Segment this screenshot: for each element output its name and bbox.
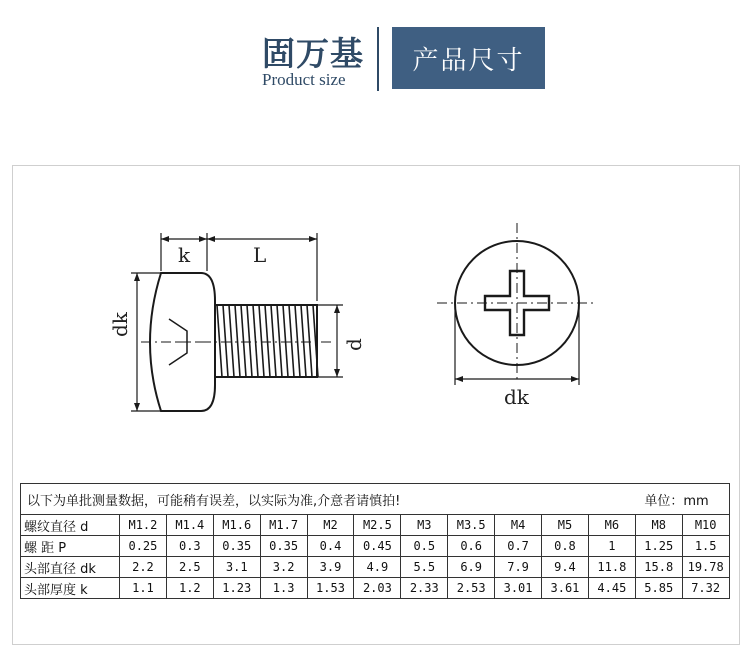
row-header: 螺纹直径 d	[21, 515, 120, 536]
table-cell: 5.85	[635, 578, 682, 599]
table-cell: 0.6	[448, 536, 495, 557]
brand-logo-text: 固万基	[262, 34, 364, 73]
header-divider	[377, 27, 379, 91]
label-dk-side: dk	[108, 312, 132, 337]
table-cell: 19.78	[682, 557, 729, 578]
table-cell: 3.61	[542, 578, 589, 599]
row-header: 螺 距 P	[21, 536, 120, 557]
table-cell: M1.2	[120, 515, 167, 536]
table-cell: 1.2	[166, 578, 213, 599]
table-cell: M3.5	[448, 515, 495, 536]
table-cell: 2.53	[448, 578, 495, 599]
table-cell: 1.25	[635, 536, 682, 557]
header	[0, 0, 750, 110]
table-cell: 0.8	[542, 536, 589, 557]
table-cell: 7.32	[682, 578, 729, 599]
table-cell: 15.8	[635, 557, 682, 578]
unit-label: 单位：mm	[644, 493, 709, 509]
table-cell: M4	[495, 515, 542, 536]
table-cell: 0.35	[213, 536, 260, 557]
table-cell: 1.3	[260, 578, 307, 599]
label-dk-front: dk	[504, 385, 529, 409]
table-cell: 4.45	[588, 578, 635, 599]
table-row	[21, 557, 730, 578]
table-cell: M8	[635, 515, 682, 536]
row-header: 头部直径 dk	[21, 557, 120, 578]
table-cell: 1.1	[120, 578, 167, 599]
label-k: k	[178, 243, 191, 267]
screw-threads	[217, 305, 318, 377]
screw-dimension-drawing	[13, 166, 739, 486]
table-cell: 2.5	[166, 557, 213, 578]
table-cell: M5	[542, 515, 589, 536]
table-cell: 11.8	[588, 557, 635, 578]
table-cell: 2.33	[401, 578, 448, 599]
table-cell: 1.23	[213, 578, 260, 599]
label-L: L	[253, 243, 267, 267]
table-cell: 3.01	[495, 578, 542, 599]
table-cell: 9.4	[542, 557, 589, 578]
table-cell: 4.9	[354, 557, 401, 578]
size-spec-table	[20, 483, 730, 599]
table-cell: 1.53	[307, 578, 354, 599]
table-cell: 6.9	[448, 557, 495, 578]
table-cell: M3	[401, 515, 448, 536]
table-row	[21, 515, 730, 536]
table-cell: M10	[682, 515, 729, 536]
row-header: 头部厚度 k	[21, 578, 120, 599]
table-cell: 1.5	[682, 536, 729, 557]
table-note-row	[21, 484, 730, 515]
table-cell: 0.5	[401, 536, 448, 557]
table-cell: 0.3	[166, 536, 213, 557]
table-cell: 0.4	[307, 536, 354, 557]
table-cell: 1	[588, 536, 635, 557]
measurement-note: 以下为单批测量数据，可能稍有误差，以实际为准,介意者请慎拍!	[27, 493, 401, 509]
table-cell: 2.03	[354, 578, 401, 599]
label-d: d	[342, 338, 366, 351]
table-cell: M1.6	[213, 515, 260, 536]
table-cell: M2	[307, 515, 354, 536]
table-cell: M1.4	[166, 515, 213, 536]
table-cell: 0.35	[260, 536, 307, 557]
table-cell: 0.45	[354, 536, 401, 557]
table-cell: 3.1	[213, 557, 260, 578]
table-cell: 3.2	[260, 557, 307, 578]
table-cell: 3.9	[307, 557, 354, 578]
spec-table-body	[21, 515, 730, 599]
table-row	[21, 536, 730, 557]
table-cell: M1.7	[260, 515, 307, 536]
table-cell: 0.7	[495, 536, 542, 557]
table-cell: 2.2	[120, 557, 167, 578]
table-row	[21, 578, 730, 599]
table-cell: M6	[588, 515, 635, 536]
table-cell: 7.9	[495, 557, 542, 578]
table-cell: M2.5	[354, 515, 401, 536]
section-title: 产品尺寸	[392, 27, 545, 89]
brand-subtitle: Product size	[262, 70, 346, 89]
table-cell: 0.25	[120, 536, 167, 557]
table-cell: 5.5	[401, 557, 448, 578]
